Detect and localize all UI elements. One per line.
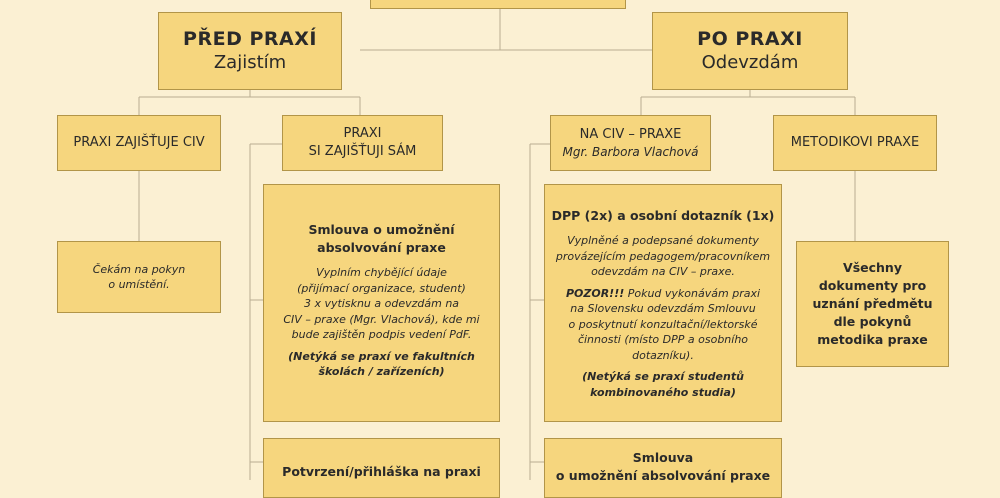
dpp-body-line: provázejícím pedagogem/pracovníkem [555,249,771,263]
contract-title-line1: Smlouva o umožnění [308,222,455,237]
contract-box [263,184,500,422]
contract-body-line: (přijímací organizace, student) [297,281,466,295]
contract-body-line: Vyplním chybějící údaje [316,266,447,279]
after-practice-box [652,12,848,90]
contract-note-line2: školách / zařízeních) [318,365,445,378]
dpp-warning-body-line: o poskytnutí konzultační/lektorské [568,317,758,331]
civ-submit-line2: Mgr. Barbora Vlachová [562,144,699,159]
all-documents-line: uznání předmětu [812,296,933,311]
dpp-warning-line [566,286,760,302]
dpp-note-line2: kombinovaného studia) [590,385,736,399]
methodologist-box [773,115,937,171]
contract-title-line2: absolvování praxe [317,240,446,255]
all-documents-line: Všechny [843,260,902,275]
methodologist-label: METODIKOVI PRAXE [790,135,920,150]
contract-body-line: bude zajištěn podpis vedení PdF. [291,328,472,341]
contract2-box [544,438,782,498]
wait-note-line1: Čekám na pokyn [92,262,186,276]
confirmation-box [263,438,500,498]
before-practice-title: PŘED PRAXÍ [183,28,317,50]
dpp-box [544,184,782,422]
root-box [370,0,626,9]
contract2-line1: Smlouva [632,450,694,465]
all-documents-box [796,241,949,367]
dpp-warning-body-line: na Slovensku odevzdám Smlouvu [570,302,756,315]
all-documents-line: dokumenty pro [818,278,927,293]
civ-arranges-label: PRAXI ZAJIŠŤUJE CIV [73,135,205,150]
dpp-body-line: Vyplněné a podepsané dokumenty [567,234,759,247]
wait-note-line2: o umístění. [108,278,170,291]
contract2-line2: o umožnění absolvování praxe [555,468,771,483]
civ-submit-box [550,115,711,171]
dpp-warning-body-line: dotazníku). [632,348,694,362]
confirmation-title: Potvrzení/přihláška na praxi [282,464,481,479]
wait-note-box [57,241,221,313]
contract-body-line: CIV – praxe (Mgr. Vlachová), kde mi [283,312,480,326]
self-arranged-line1: PRAXI [343,126,382,141]
self-arranged-line2: SI ZAJIŠŤUJI SÁM [308,144,417,159]
civ-arranges-box [57,115,221,171]
dpp-body-line: odevzdám na CIV – praxe. [591,265,735,278]
contract-body-line: 3 x vytisknu a odevzdám na [303,297,460,310]
dpp-warning-rest: Pokud vykonávám praxi [624,286,761,300]
before-practice-subtitle: Zajistím [213,52,287,73]
before-practice-box [158,12,342,90]
all-documents-line: metodika praxe [817,332,928,347]
contract-note-line1: (Netýká se praxí ve fakultních [288,349,475,363]
dpp-note-line1: (Netýká se praxí studentů [582,370,744,383]
all-documents-line: dle pokynů [833,314,912,329]
dpp-warning-label: POZOR!!! [565,286,625,300]
dpp-title: DPP (2x) a osobní dotazník (1x) [551,208,775,223]
after-practice-title: PO PRAXI [697,28,803,50]
after-practice-subtitle: Odevzdám [701,52,799,73]
dpp-warning-body-line: činnosti (místo DPP a osobního [577,333,749,346]
self-arranged-box [282,115,443,171]
civ-submit-line1: NA CIV – PRAXE [579,126,682,142]
